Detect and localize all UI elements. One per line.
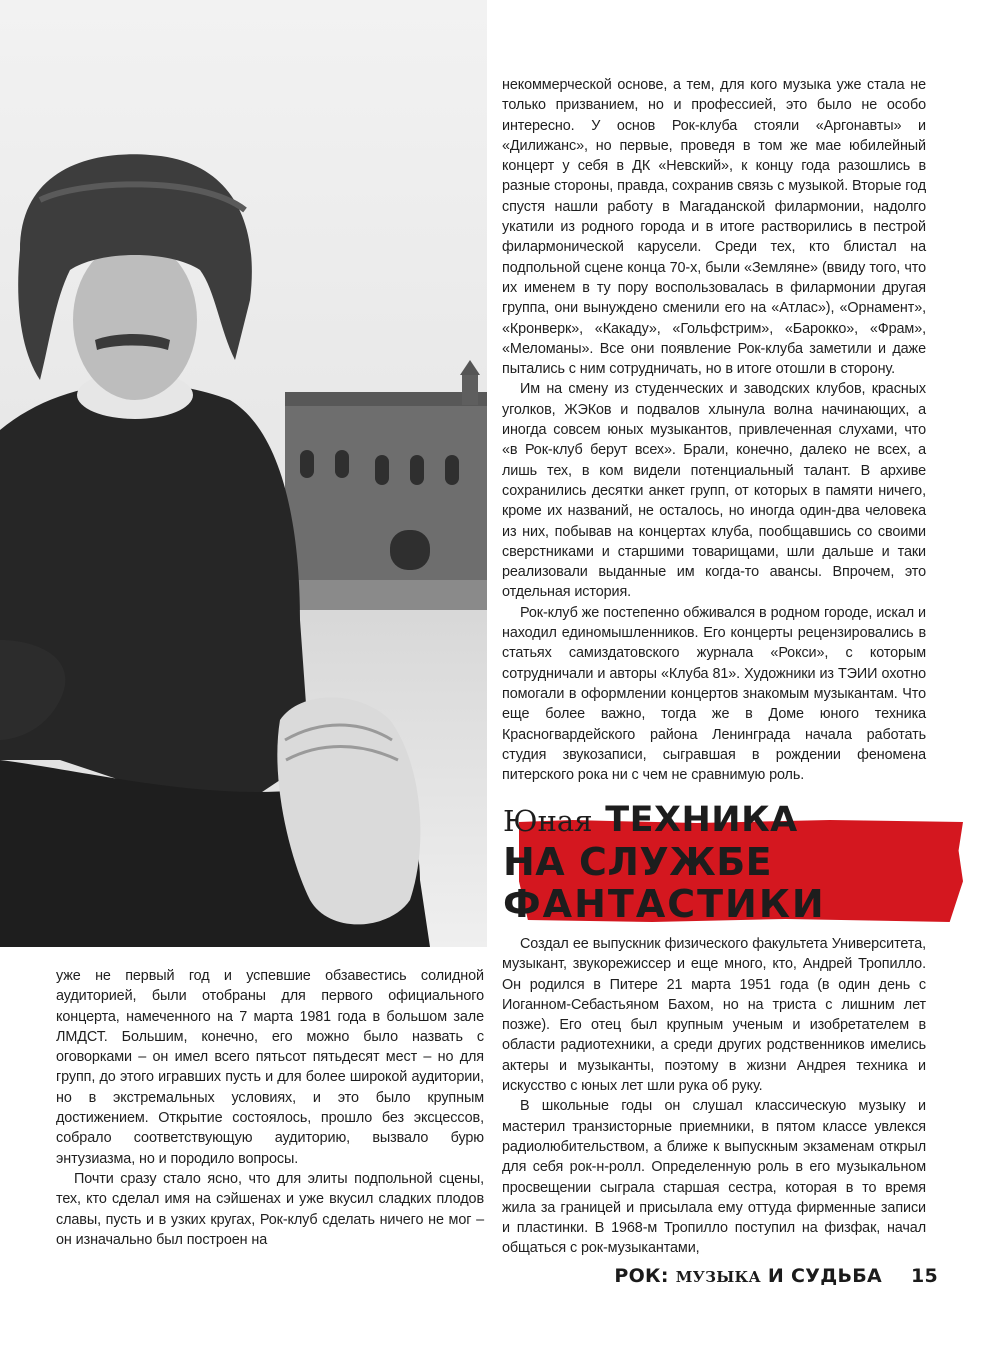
article-photo [0,0,487,947]
heading-small-word: Юная [503,804,593,838]
page-footer [614,1265,938,1287]
heading-line-1 [503,800,798,840]
left-column-bottom [56,966,484,1250]
paragraph: уже не первый год и успевшие обзавестись солидной аудиторией, были отобраны для первого официального концерта, намеченного на 7 марта 1981 года в большом зале ЛМДСТ. Большим, конечно, его можно было назвать с оговорками – он имел всего пятьсот пятьдесят мест – но для групп, до этого игравших пусть и для более широкой аудитории, но в экстремальных условиях, и это было крупным достижением. Открытие состоялось, прошло без эксцессов, собрало соответствующую аудиторию, вызвало бурю энтузиазма, но и породило вопросы. [56,968,484,1167]
paragraph: Рок-клуб же постепенно обживался в родном городе, искал и находил единомышленников. Его концерты рецензировались в статьях самиздатовского журнала «Рокси», с которым сотрудничали и авторы «Клуба 81». Художники из ТЭИИ охотно помогали в оформлении концертов знакомым музыкантам. Что еще более важно, тогда же в Доме юного техника Красногвардейского района Ленинграда начала работать студия звукозаписи, сыгравшая в рождении феномена питерского рока ни с чем не сравнимую роль. [502,604,926,784]
page-number: 15 [910,1265,938,1287]
footer-title-part2: МУЗЫКА [675,1268,761,1286]
heading-line-2: НА СЛУЖБЕ [503,840,773,884]
paragraph: некоммерческой основе, а тем, для кого музыка уже стала не только призванием, но и профессией, это было не особо интересно. У основ Рок-клуба стояли «Аргонавты» и «Дилижанс», но первые, проведя в том же мае юбилейный концерт у себя в ДК «Невский», к концу года разошлись в разные стороны, правда, сохранив связь с музыкой. Вторые год спустя нашли работу в Магаданской филармонии, надолго укатили из родного города и в итоге растворились в пестрой филармонической карусели. Среди тех, кто блистал на подпольной сцене конца 70-х, были «Земляне» (ввиду того, что их именем в ту пору воспользовалась в филармонии другая группа, они вынуждено сменили его на «Атлас»), «Орнамент», «Кронверк», «Какаду», «Гольфстрим», «Барокко», «Фрам», «Меломаны». Все они появление Рок-клуба заметили и даже пытались с ним сотрудничать, но в итоге отошли в сторону. [502,77,926,378]
photo-icon [0,0,487,947]
heading-big-word: ТЕХНИКА [605,800,798,840]
paragraph: Создал ее выпускник физического факультета Университета, музыкант, звукорежиссер и еще много, кто, Андрей Тропилло. Он родился в Питере 21 марта 1951 года (в один день с Иоганном-Себастьяном Бахом, но на триста с лишним лет позже). Его отец был крупным ученым и изобретателем в области радиотехники, а среди других родственников имелись актеры и музыканты, поэтому в жизни Андрея техника и искусство с юных лет шли рука об руку. [502,936,926,1095]
section-heading [497,798,967,924]
paragraph: Почти сразу стало ясно, что для элиты подпольной сцены, тех, кто сделал имя на сэйшенах и уже вкусил сладких плодов славы, пусть и в узких кругах, Рок-клуб сделать ничего не мог – он изначально был построен на [56,1170,484,1248]
footer-title-part3: И СУДЬБА [767,1265,883,1287]
right-column-bottom [502,934,926,1259]
paragraph: Им на смену из студенческих и заводских клубов, красных уголков, ЖЭКов и подвалов хлынула волна начинающих, а иногда совсем юных музыкантов, привлеченная слухами, что «в Рок-клуб берут всех». Брали, конечно, далеко не всех, а лишь тех, в ком видели потенциальный талант. В архиве сохранились десятки анкет групп, от которых в памяти ничего, кроме их названий, не осталось, но иногда один-два человека из них, побывав на концертах клуба, пообщавшись со своими сверстниками и старшими товарищами, шли дальше и таки реализовали выданные им когда-то авансы. Впрочем, это отдельная история. [502,381,926,601]
heading-line-3: ФАНТАСТИКИ [503,882,826,926]
paragraph: В школьные годы он слушал классическую музыку и мастерил транзисторные приемники, в пятом классе увлекся радиолюбительством, а ближе к выпускным экзаменам открыл для себя рок-н-ролл. Определенную роль в его музыкальном просвещении сыграла старшая сестра, которая в то время жила за границей и присылала ему оттуда фирменные записи и пластинки. В 1968-м Тропилло поступил на физфак, начал общаться с рок-музыкантами, [502,1098,926,1257]
footer-title-part1: РОК: [614,1265,669,1287]
right-column-top [502,75,926,785]
